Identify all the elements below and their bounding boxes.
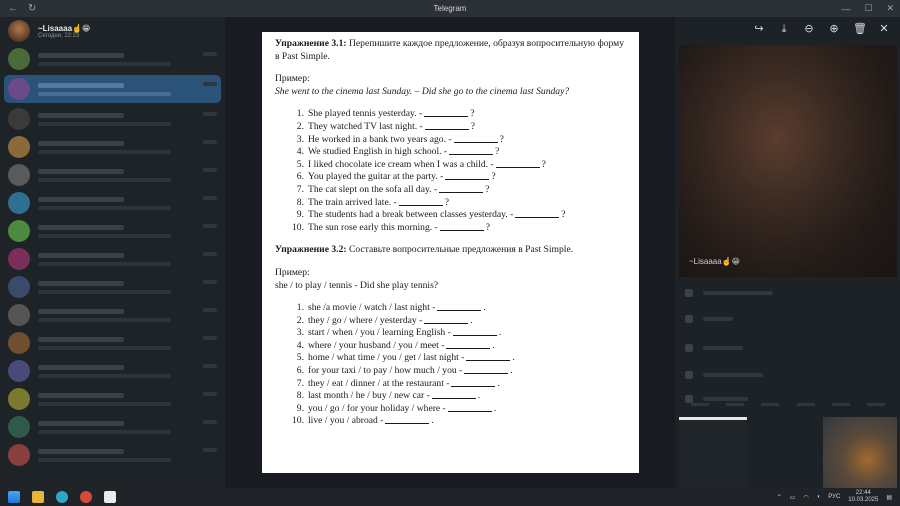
chat-list-item[interactable] [0, 357, 225, 385]
refresh-icon[interactable]: ↻ [28, 3, 37, 14]
forward-icon[interactable]: ↪ [754, 23, 764, 35]
avatar [8, 164, 30, 186]
chat-header-name: ~Lisaaaa☝️😁 [38, 23, 91, 33]
zoom-in-icon[interactable]: ⊕ [829, 23, 839, 35]
exercise-item: 4. We studied English in high school. - ? [296, 146, 500, 158]
example-text: She went to the cinema last Sunday. – Did she go to the cinema last Sunday? [275, 85, 570, 97]
exercise-item: 9. you / go / for your holiday / where - . [296, 402, 497, 414]
download-icon[interactable]: ⤓ [781, 23, 787, 35]
exercise-item: 10. live / you / abroad - . [292, 415, 434, 427]
close-icon[interactable]: ✕ [879, 23, 889, 35]
zoom-out-icon[interactable]: ⊖ [804, 23, 814, 35]
chat-list-item[interactable] [0, 301, 225, 329]
exercise-item: 2. They watched TV last night. - ? [296, 120, 476, 132]
avatar [8, 20, 30, 42]
chat-list-item[interactable] [0, 273, 225, 301]
profile-row [685, 313, 733, 325]
avatar [8, 360, 30, 382]
exercise-item: 3. start / when / you / learning English - . [296, 327, 502, 339]
media-thumbnail[interactable] [823, 417, 897, 488]
exercise-item: 10. The sun rose early this morning. - ? [292, 221, 491, 233]
delete-icon[interactable]: 🗑 [853, 23, 867, 35]
example-label: Пример: [275, 73, 310, 85]
exercise-1-list [289, 108, 629, 234]
profile-row [685, 342, 743, 354]
back-arrow-icon[interactable]: ← [8, 3, 18, 14]
title-bar [0, 0, 900, 17]
exercise-item: 7. they / eat / dinner / at the restaurant - . [296, 377, 500, 389]
chat-list-item[interactable] [0, 161, 225, 189]
avatar [8, 192, 30, 214]
chevron-up-icon[interactable]: ⌃ [776, 494, 782, 501]
exercise-item: 1. she /a movie / watch / last night - . [296, 302, 486, 314]
windows-start-icon[interactable] [8, 491, 20, 503]
profile-row [685, 287, 773, 299]
exercise-item: 5. I liked chocolate ice cream when I was a child. - ? [296, 158, 546, 170]
taskbar [0, 488, 900, 506]
avatar [8, 444, 30, 466]
avatar [8, 108, 30, 130]
chat-list-item[interactable] [0, 245, 225, 273]
profile-name: ~Lisaaaa☝️😁 [689, 257, 740, 266]
media-tabs [679, 403, 897, 413]
exercise-item: 5. home / what time / you / get / last night - . [296, 352, 515, 364]
notifications-icon[interactable]: ▤ [886, 494, 892, 501]
language-indicator[interactable]: РУС [828, 494, 841, 500]
minimize-button[interactable]: — [841, 3, 851, 14]
chat-list-item[interactable] [0, 217, 225, 245]
avatar [8, 220, 30, 242]
wifi-icon[interactable]: ◠ [803, 494, 809, 501]
chat-header[interactable] [0, 17, 225, 45]
exercise-item: 9. The students had a break between classes yesterday. - ? [296, 209, 566, 221]
battery-icon[interactable]: ▭ [789, 494, 796, 501]
profile-panel [675, 17, 900, 488]
avatar [8, 388, 30, 410]
avatar [8, 416, 30, 438]
chat-list-item[interactable] [0, 329, 225, 357]
exercise-item: 6. You played the guitar at the party. - ? [296, 171, 496, 183]
chat-list-item[interactable] [0, 45, 225, 73]
exercise-2-title: Упражнение 3.2: Составьте вопросительные предложения в Past Simple. [275, 244, 574, 256]
exercise-item: 1. She played tennis yesterday. - ? [296, 108, 475, 120]
chat-list-item[interactable] [0, 189, 225, 217]
media-thumbnail[interactable] [679, 417, 747, 488]
avatar [8, 304, 30, 326]
exercise-item: 6. for your taxi / to pay / how much / you - . [296, 365, 513, 377]
avatar [8, 276, 30, 298]
chat-list-item[interactable] [0, 441, 225, 469]
avatar [8, 332, 30, 354]
chat-header-status: Сегодня, 22:23 [38, 32, 80, 39]
avatar [8, 78, 30, 100]
exercise-2-list [289, 302, 629, 428]
roblox-icon[interactable] [104, 491, 116, 503]
file-explorer-icon[interactable] [32, 491, 44, 503]
exercise-item: 8. The train arrived late. - ? [296, 196, 449, 208]
edge-icon[interactable] [56, 491, 68, 503]
document-image [262, 32, 639, 473]
example-label: Пример: [275, 266, 310, 278]
exercise-item: 7. The cat slept on the sofa all day. - ? [296, 183, 490, 195]
chat-list-item[interactable] [0, 385, 225, 413]
exercise-item: 4. where / your husband / you / meet - . [296, 339, 495, 351]
chat-sidebar [0, 17, 225, 488]
chat-list-item[interactable] [0, 413, 225, 441]
viewer-toolbar [753, 23, 890, 35]
exercise-1-title: Упражнение 3.1: Перепишите каждое предложение, образуя вопросительную форму в Past Simple. [275, 38, 625, 62]
exercise-item: 8. last month / he / buy / new car - . [296, 390, 481, 402]
volume-icon[interactable]: ◖ [816, 494, 821, 500]
example-text: she / to play / tennis - Did she play tennis? [275, 279, 439, 291]
profile-photo [679, 45, 897, 277]
avatar [8, 48, 30, 70]
close-button[interactable]: ✕ [886, 3, 894, 13]
system-tray [777, 488, 892, 506]
exercise-item: 2. they / go / where / yesterday - . [296, 314, 473, 326]
chat-list [0, 45, 225, 469]
avatar [8, 136, 30, 158]
chat-list-item[interactable] [0, 105, 225, 133]
chat-list-item[interactable] [0, 133, 225, 161]
profile-row [685, 369, 763, 381]
chat-list-item[interactable] [4, 75, 221, 103]
avatar [8, 248, 30, 270]
clock[interactable]: 22:44 10.03.2025 [848, 490, 879, 503]
window-title: Telegram [433, 4, 467, 13]
exercise-item: 3. He worked in a bank two years ago. - ? [296, 133, 504, 145]
chrome-icon[interactable] [80, 491, 92, 503]
maximize-button[interactable]: ☐ [864, 3, 873, 13]
